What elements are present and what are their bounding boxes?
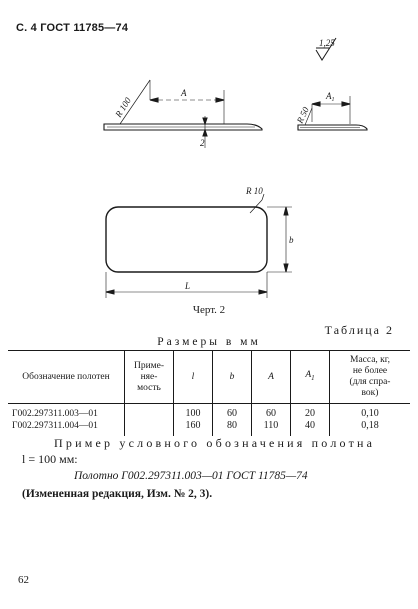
- cell-l: 100: [174, 404, 213, 421]
- header-apply-3: мость: [137, 382, 161, 393]
- header-a1: [291, 351, 330, 404]
- cell-name: Г002.297311.004—01: [8, 420, 125, 436]
- cell-mass: 0,18: [361, 420, 379, 431]
- label-r50: R 50: [294, 105, 311, 125]
- cell-name: Г002.297311.003—01: [8, 404, 125, 421]
- example-line-1: Пример условного обозначения полотна: [54, 436, 376, 450]
- header-a1-sub: 1: [311, 373, 315, 382]
- label-a1: $A_1$: [326, 91, 335, 103]
- cell-b: 80: [213, 420, 252, 436]
- cell-l: 160: [174, 420, 213, 436]
- cell-apply: [125, 404, 174, 421]
- technical-drawing: [0, 0, 418, 300]
- cell-b: 60: [213, 404, 252, 421]
- page-header: С. 4 ГОСТ 11785—74: [16, 22, 129, 34]
- cell-a: 110: [252, 420, 291, 436]
- header-mass-2: не более: [352, 366, 388, 376]
- drawing-caption: Черт. 2: [192, 304, 226, 316]
- label-b: b: [289, 235, 294, 245]
- amendment-note: (Измененная редакция, Изм. № 2, 3).: [22, 488, 213, 500]
- table-row: [8, 404, 410, 421]
- header-name: Обозначение полотен: [8, 351, 125, 404]
- table-row: [8, 420, 410, 436]
- header-a1-main: A: [305, 370, 312, 381]
- header-mass-1: Масса, кг,: [350, 355, 390, 365]
- table-subtitle: Размеры в мм: [157, 336, 261, 348]
- page-number: 62: [18, 574, 29, 586]
- label-thickness: 2: [200, 138, 205, 148]
- example-line-2: l = 100 мм:: [22, 452, 78, 466]
- spec-table: [8, 350, 410, 436]
- label-r100: R 100: [113, 95, 133, 120]
- table-title: Таблица 2: [324, 323, 394, 337]
- header-apply-2: няе-: [140, 371, 158, 382]
- header-applicability: [125, 351, 174, 404]
- example-designation: Полотно Г002.297311.003—01 ГОСТ 11785—74: [74, 470, 308, 482]
- header-a: A: [252, 351, 291, 404]
- blade-plan-view: [106, 194, 292, 298]
- cell-mass: 0,10: [361, 408, 379, 419]
- cell-a: 60: [252, 404, 291, 421]
- roughness-label: 1,25: [319, 38, 335, 48]
- header-l: l: [174, 351, 213, 404]
- header-mass-4: вок): [361, 388, 379, 398]
- header-mass-3: (для спра-: [349, 377, 391, 387]
- table-header-row: [8, 351, 410, 404]
- header-apply-1: Приме-: [133, 360, 165, 371]
- header-mass: [330, 351, 411, 404]
- header-b: b: [213, 351, 252, 404]
- label-a: A: [181, 88, 187, 98]
- cell-a1: 20: [291, 404, 330, 421]
- cell-apply: [125, 420, 174, 436]
- label-r10: R 10: [246, 186, 263, 196]
- cell-a1: 40: [291, 420, 330, 436]
- label-l: L: [185, 281, 191, 291]
